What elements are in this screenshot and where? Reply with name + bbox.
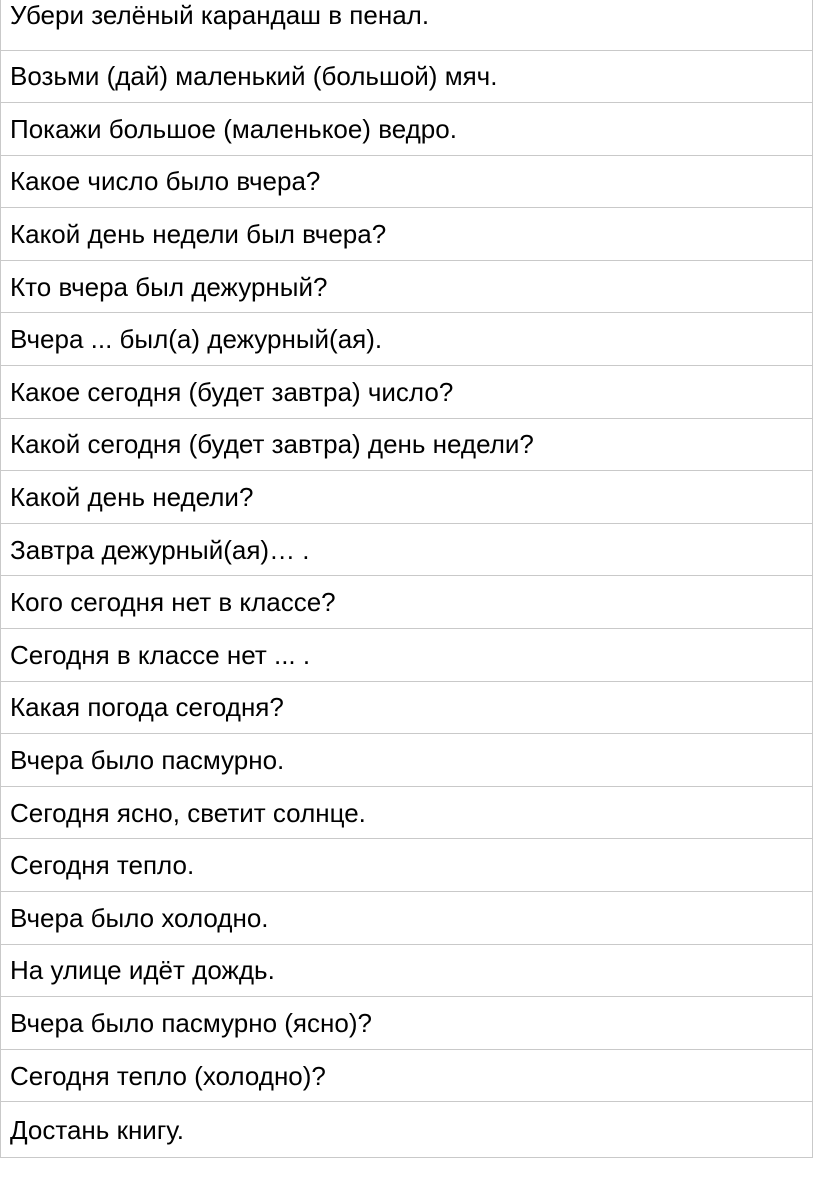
phrase-cell: Какой день недели?	[1, 471, 813, 524]
table-row	[1, 471, 813, 524]
phrase-cell: Сегодня тепло (холодно)?	[1, 1049, 813, 1102]
phrase-cell: Вчера было холодно.	[1, 892, 813, 945]
phrase-cell: Сегодня ясно, светит солнце.	[1, 786, 813, 839]
table-row	[1, 0, 813, 50]
table-row	[1, 892, 813, 945]
phrase-cell: Вчера ... был(а) дежурный(ая).	[1, 313, 813, 366]
table-row	[1, 629, 813, 682]
table-row	[1, 313, 813, 366]
phrase-cell: Завтра дежурный(ая)… .	[1, 523, 813, 576]
phrase-table-body	[1, 0, 813, 1158]
phrase-cell: Вчера было пасмурно (ясно)?	[1, 997, 813, 1050]
phrase-cell: Возьми (дай) маленький (большой) мяч.	[1, 50, 813, 103]
table-row	[1, 103, 813, 156]
phrase-cell: Какое сегодня (будет завтра) число?	[1, 366, 813, 419]
table-row	[1, 1049, 813, 1102]
phrase-cell: Какое число было вчера?	[1, 155, 813, 208]
table-row	[1, 50, 813, 103]
table-row	[1, 155, 813, 208]
table-row	[1, 1102, 813, 1158]
table-row	[1, 944, 813, 997]
table-row	[1, 997, 813, 1050]
table-row	[1, 523, 813, 576]
phrase-cell: Кого сегодня нет в классе?	[1, 576, 813, 629]
phrase-cell: Какой сегодня (будет завтра) день недели?	[1, 418, 813, 471]
table-row	[1, 786, 813, 839]
phrase-cell: Покажи большое (маленькое) ведро.	[1, 103, 813, 156]
phrase-cell: Сегодня тепло.	[1, 839, 813, 892]
table-row	[1, 366, 813, 419]
phrase-cell: Убери зелёный карандаш в пенал.	[1, 0, 813, 50]
phrase-cell: Вчера было пасмурно.	[1, 734, 813, 787]
phrase-cell: На улице идёт дождь.	[1, 944, 813, 997]
phrase-cell: Какой день недели был вчера?	[1, 208, 813, 261]
phrase-cell: Какая погода сегодня?	[1, 681, 813, 734]
table-row	[1, 208, 813, 261]
phrase-cell: Кто вчера был дежурный?	[1, 260, 813, 313]
table-row	[1, 734, 813, 787]
phrase-cell: Достань книгу.	[1, 1102, 813, 1158]
table-row	[1, 576, 813, 629]
table-row	[1, 839, 813, 892]
phrase-cell: Сегодня в классе нет ... .	[1, 629, 813, 682]
table-row	[1, 681, 813, 734]
table-row	[1, 418, 813, 471]
table-row	[1, 260, 813, 313]
